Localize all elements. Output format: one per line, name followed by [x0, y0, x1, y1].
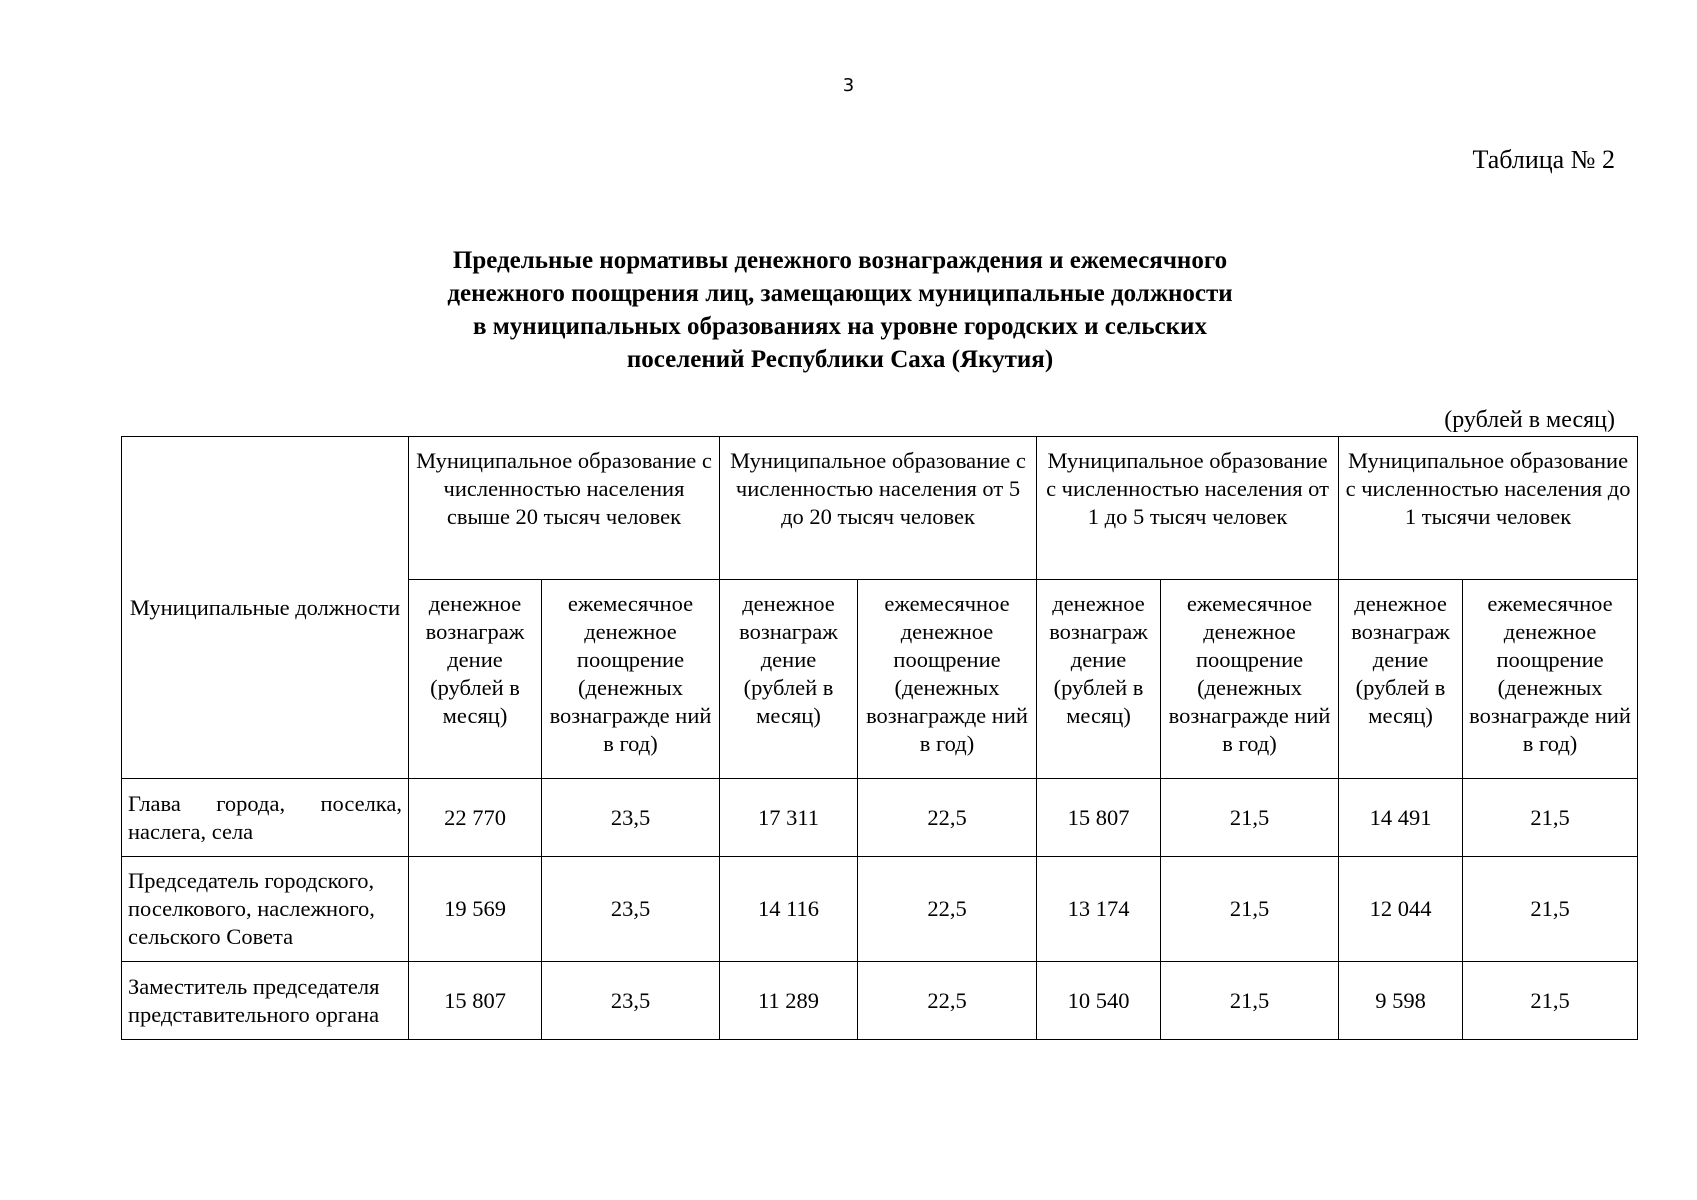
units-note: (рублей в месяц): [1444, 407, 1615, 433]
position-cell: Председатель городского, поселкового, наслежного, сельского Совета: [122, 857, 409, 962]
position-cell: Глава города, поселка, наслега, села: [122, 779, 409, 857]
bonus-column-header: ежемесячное денежное поощрение (денежных вознагражде ний в год): [542, 580, 720, 779]
title-line: Предельные нормативы денежного вознаграждения и ежемесячного: [452, 247, 1228, 274]
reward-column-header: денежное вознаграж дение (рублей в месяц): [1037, 580, 1161, 779]
reward-cell: 14 116: [720, 857, 858, 962]
reward-column-header: денежное вознаграж дение (рублей в месяц): [720, 580, 858, 779]
reward-cell: 22 770: [409, 779, 542, 857]
bonus-cell: 23,5: [542, 962, 720, 1040]
table-row: [122, 779, 1638, 857]
bonus-cell: 21,5: [1463, 962, 1638, 1040]
bonus-cell: 23,5: [542, 857, 720, 962]
reward-cell: 13 174: [1037, 857, 1161, 962]
title-line: в муниципальных образованиях на уровне городских и сельских: [473, 313, 1207, 340]
position-column-header: Муниципальные должности: [122, 437, 409, 779]
title-line: поселений Республики Саха (Якутия): [626, 346, 1054, 373]
bonus-column-header: ежемесячное денежное поощрение (денежных вознагражде ний в год): [1161, 580, 1339, 779]
bonus-cell: 22,5: [858, 962, 1037, 1040]
reward-column-header: денежное вознаграж дение (рублей в месяц): [409, 580, 542, 779]
bonus-column-header: ежемесячное денежное поощрение (денежных вознагражде ний в год): [1463, 580, 1638, 779]
norms-table: [121, 436, 1638, 1040]
bonus-column-header: ежемесячное денежное поощрение (денежных вознагражде ний в год): [858, 580, 1037, 779]
title-line: денежного поощрения лиц, замещающих муниципальные должности: [447, 280, 1233, 307]
bonus-cell: 21,5: [1463, 779, 1638, 857]
reward-cell: 14 491: [1339, 779, 1463, 857]
reward-cell: 11 289: [720, 962, 858, 1040]
bonus-cell: 21,5: [1161, 779, 1339, 857]
position-cell: Заместитель председателя представительного органа: [122, 962, 409, 1040]
reward-cell: 9 598: [1339, 962, 1463, 1040]
table-row: [122, 962, 1638, 1040]
page-number: 3: [842, 75, 855, 96]
reward-column-header: денежное вознаграж дение (рублей в месяц): [1339, 580, 1463, 779]
table-label: Таблица № 2: [1472, 145, 1615, 174]
bonus-cell: 22,5: [858, 779, 1037, 857]
reward-cell: 15 807: [409, 962, 542, 1040]
group-header-over-20k: Муниципальное образование с численностью населения свыше 20 тысяч человек: [409, 437, 720, 580]
reward-cell: 17 311: [720, 779, 858, 857]
bonus-cell: 23,5: [542, 779, 720, 857]
group-header-1-5k: Муниципальное образование с численностью населения от 1 до 5 тысяч человек: [1037, 437, 1339, 580]
table-row: [122, 857, 1638, 962]
group-header-5-20k: Муниципальное образование с численностью населения от 5 до 20 тысяч человек: [720, 437, 1037, 580]
document-title: [390, 244, 1290, 376]
reward-cell: 15 807: [1037, 779, 1161, 857]
bonus-cell: 21,5: [1161, 857, 1339, 962]
bonus-cell: 21,5: [1161, 962, 1339, 1040]
reward-cell: 19 569: [409, 857, 542, 962]
reward-cell: 12 044: [1339, 857, 1463, 962]
bonus-cell: 22,5: [858, 857, 1037, 962]
reward-cell: 10 540: [1037, 962, 1161, 1040]
bonus-cell: 21,5: [1463, 857, 1638, 962]
group-header-under-1k: Муниципальное образование с численностью населения до 1 тысячи человек: [1339, 437, 1638, 580]
